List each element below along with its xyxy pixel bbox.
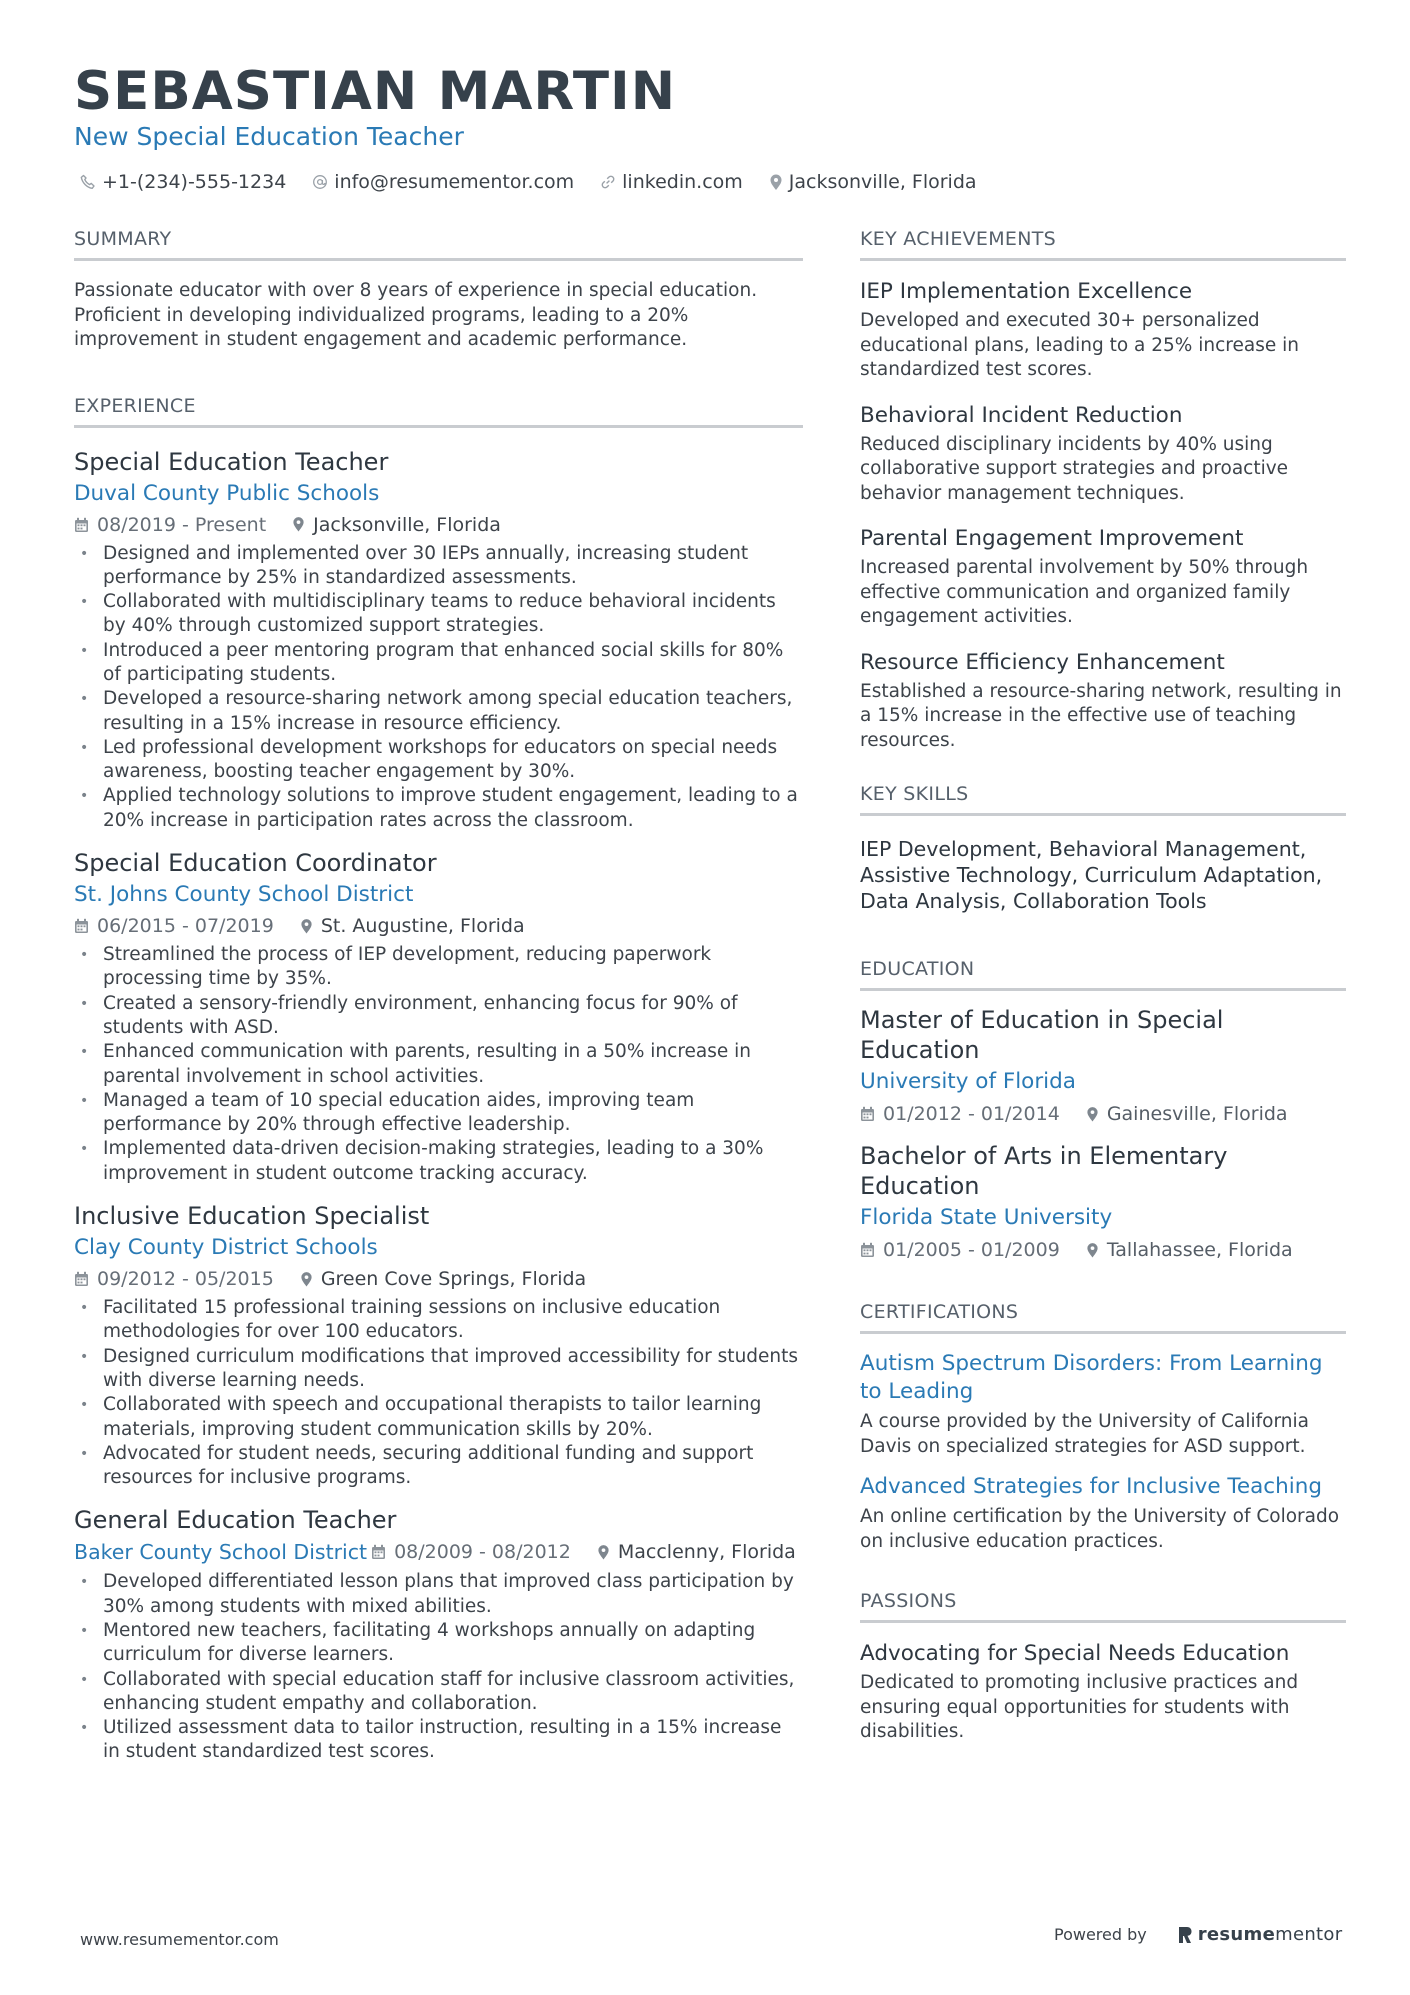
- bullet-item: • Streamlined the process of IEP development, reducing paperwork processing time by 35%.: [74, 943, 803, 992]
- bullet-item: • Developed a resource-sharing network among special education teachers, resulting in a 15% increase in resource efficiency.: [74, 687, 803, 736]
- calendar-icon: [74, 918, 89, 934]
- achievement-item: [860, 401, 1346, 507]
- job-company: St. Johns County School District: [74, 882, 414, 908]
- job-company: Baker County School District: [74, 1540, 368, 1565]
- education-item: [860, 1005, 1346, 1129]
- job-role: Inclusive Education Specialist: [74, 1202, 430, 1231]
- job-bullets: [74, 1296, 803, 1490]
- map-pin-icon: [292, 516, 305, 533]
- education-section: [860, 956, 1346, 1265]
- edu-dates: [860, 1099, 1060, 1129]
- brand-logo-icon: [1177, 1926, 1193, 1944]
- at-sign-icon: [312, 174, 328, 190]
- job-location-text: Macclenny, Florida: [617, 1541, 796, 1564]
- footer-website[interactable]: www.resumementor.com: [80, 1930, 279, 1949]
- education-heading: EDUCATION: [860, 956, 1346, 991]
- edu-school: Florida State University: [860, 1205, 1113, 1230]
- edu-school: University of Florida: [860, 1069, 1076, 1094]
- link-icon: [600, 174, 616, 190]
- edu-location-text: Tallahassee, Florida: [1106, 1239, 1293, 1261]
- job-company: Duval County Public Schools: [74, 480, 380, 506]
- powered-by-label: Powered by: [1054, 1925, 1147, 1944]
- experience-item: [74, 446, 803, 834]
- job-dates-text: 09/2012 - 05/2015: [97, 1268, 274, 1291]
- left-column: [74, 226, 803, 1779]
- job-role: General Education Teacher: [74, 1506, 397, 1535]
- achievement-desc: Established a resource-sharing network, resulting in a 15% increase in the effective use of teaching resources.: [860, 680, 1342, 751]
- job-location: [597, 1537, 796, 1567]
- job-location-text: St. Augustine, Florida: [320, 915, 525, 938]
- edu-degree: Bachelor of Arts in Elementary Education: [860, 1142, 1228, 1200]
- achievement-item: [860, 277, 1346, 383]
- candidate-name: SEBASTIAN MARTIN: [74, 61, 677, 122]
- achievement-desc: Increased parental involvement by 50% through effective communication and organized family engagement activities.: [860, 557, 1309, 627]
- skills-heading: KEY SKILLS: [860, 781, 1346, 816]
- bullet-item: • Led professional development workshops for educators on special needs awareness, boosting teacher engagement by 30%.: [74, 736, 803, 785]
- cert-desc: A course provided by the University of California Davis on specialized strategies for ASD support.: [860, 1411, 1309, 1457]
- job-company-row: [74, 1536, 803, 1568]
- edu-meta: [860, 1235, 1346, 1265]
- contact-location: [769, 171, 977, 193]
- calendar-icon: [860, 1242, 875, 1258]
- certifications-section: [860, 1299, 1346, 1554]
- achievement-item: [860, 648, 1346, 754]
- job-meta: [74, 510, 803, 540]
- edu-meta: [860, 1099, 1346, 1129]
- job-location-text: Green Cove Springs, Florida: [320, 1268, 587, 1291]
- job-dates-text: 08/2009 - 08/2012: [394, 1541, 571, 1564]
- email-text[interactable]: info@resumementor.com: [334, 171, 575, 193]
- experience-item: [74, 1200, 803, 1490]
- calendar-icon: [860, 1106, 875, 1122]
- bullet-item: • Collaborated with special education staff for inclusive classroom activities, enhancing student empathy and collaboration.: [74, 1668, 803, 1717]
- bullet-item: • Enhanced communication with parents, resulting in a 50% increase in parental involvement in school activities.: [74, 1040, 803, 1089]
- edu-location: [1086, 1235, 1293, 1265]
- passion-desc: Dedicated to promoting inclusive practices and ensuring equal opportunities for students with disabilities.: [860, 1672, 1299, 1742]
- job-meta: [371, 1537, 796, 1567]
- map-pin-icon: [1086, 1106, 1099, 1123]
- bullet-item: • Developed differentiated lesson plans that improved class participation by 30% among students with mixed abilities.: [74, 1570, 803, 1619]
- calendar-icon: [74, 517, 89, 533]
- edu-degree: Master of Education in Special Education: [860, 1006, 1224, 1064]
- certification-item: [860, 1350, 1346, 1459]
- job-bullets: [74, 943, 803, 1186]
- contact-bar: [80, 168, 1003, 196]
- certifications-heading: CERTIFICATIONS: [860, 1299, 1346, 1334]
- location-text: Jacksonville, Florida: [788, 171, 977, 193]
- achievement-title: Behavioral Incident Reduction: [860, 402, 1183, 428]
- contact-phone: [80, 171, 286, 193]
- bullet-item: • Introduced a peer mentoring program that enhanced social skills for 80% of participating students.: [74, 639, 803, 688]
- bullet-item: • Implemented data-driven decision-making strategies, leading to a 30% improvement in student outcome tracking accuracy.: [74, 1137, 803, 1186]
- job-dates-text: 08/2019 - Present: [97, 513, 267, 536]
- map-pin-icon: [300, 1271, 313, 1288]
- job-dates-text: 06/2015 - 07/2019: [97, 915, 274, 938]
- certification-item: [860, 1473, 1346, 1554]
- job-meta: [74, 911, 803, 941]
- cert-title: Autism Spectrum Disorders: From Learning to Leading: [860, 1351, 1323, 1404]
- passion-item: [860, 1639, 1346, 1745]
- bullet-item: • Utilized assessment data to tailor instruction, resulting in a 15% increase in student standardized test scores.: [74, 1716, 803, 1765]
- job-location: [292, 510, 501, 540]
- education-item: [860, 1141, 1346, 1265]
- edu-dates-text: 01/2012 - 01/2014: [883, 1103, 1060, 1125]
- cert-title: Advanced Strategies for Inclusive Teaching: [860, 1474, 1322, 1499]
- job-bullets: [74, 1570, 803, 1764]
- achievements-heading: KEY ACHIEVEMENTS: [860, 226, 1346, 261]
- brand-bold: resume: [1197, 1924, 1276, 1945]
- experience-section: [74, 393, 803, 1765]
- bullet-item: • Facilitated 15 professional training sessions on inclusive education methodologies for over 100 educators.: [74, 1296, 803, 1345]
- contact-linkedin[interactable]: [600, 171, 743, 193]
- edu-dates-text: 01/2005 - 01/2009: [883, 1239, 1060, 1261]
- job-role: Special Education Teacher: [74, 447, 389, 476]
- skills-section: [860, 781, 1346, 914]
- achievement-desc: Reduced disciplinary incidents by 40% using collaborative support strategies and proactive behavior management techniques.: [860, 433, 1289, 504]
- job-location-text: Jacksonville, Florida: [313, 513, 501, 536]
- summary-text: Passionate educator with over 8 years of experience in special education. Proficient in developing individualized programs, leading to a 20% improvement in student engagement and academic performance.: [74, 280, 758, 350]
- experience-item: [74, 847, 803, 1186]
- linkedin-text[interactable]: linkedin.com: [622, 171, 743, 193]
- achievement-title: Parental Engagement Improvement: [860, 526, 1244, 551]
- job-location: [300, 1264, 586, 1294]
- brand-logo[interactable]: [1177, 1924, 1343, 1945]
- map-pin-icon: [597, 1544, 610, 1561]
- experience-heading: EXPERIENCE: [74, 393, 803, 428]
- job-bullets: [74, 542, 803, 834]
- brand-rest: mentor: [1275, 1924, 1343, 1945]
- summary-heading: SUMMARY: [74, 226, 803, 261]
- bullet-item: • Created a sensory-friendly environment, enhancing focus for 90% of students with ASD.: [74, 992, 803, 1041]
- achievements-section: [860, 226, 1346, 753]
- bullet-item: • Applied technology solutions to improve student engagement, leading to a 20% increase in participation rates across the classroom.: [74, 784, 803, 833]
- skills-text: IEP Development, Behavioral Management, Assistive Technology, Curriculum Adaptation, Data Analysis, Collaboration Tools: [860, 837, 1323, 913]
- achievement-title: Resource Efficiency Enhancement: [860, 649, 1225, 675]
- job-dates: [371, 1537, 571, 1567]
- job-meta: [74, 1264, 803, 1294]
- edu-location: [1086, 1099, 1288, 1129]
- edu-location-text: Gainesville, Florida: [1106, 1103, 1288, 1125]
- summary-section: [74, 226, 803, 353]
- bullet-item: • Managed a team of 10 special education aides, improving team performance by 20% through effective leadership.: [74, 1089, 803, 1138]
- job-dates: [74, 1264, 274, 1294]
- bullet-item: • Collaborated with multidisciplinary teams to reduce behavioral incidents by 40% through customized support strategies.: [74, 590, 803, 639]
- achievement-title: IEP Implementation Excellence: [860, 279, 1193, 304]
- bullet-item: • Designed curriculum modifications that improved accessibility for students with diverse learning needs.: [74, 1345, 803, 1394]
- achievement-desc: Developed and executed 30+ personalized educational plans, leading to a 25% increase in standardized test scores.: [860, 310, 1299, 380]
- phone-text: +1-(234)-555-1234: [102, 171, 287, 193]
- job-location: [300, 911, 525, 941]
- map-pin-icon: [769, 174, 783, 191]
- experience-item: [74, 1504, 803, 1764]
- passion-title: Advocating for Special Needs Education: [860, 1641, 1290, 1666]
- edu-dates: [860, 1235, 1060, 1265]
- cert-desc: An online certification by the University of Colorado on inclusive education practices.: [860, 1506, 1340, 1552]
- job-company: Clay County District Schools: [74, 1235, 378, 1261]
- job-dates: [74, 510, 266, 540]
- right-column: [860, 226, 1346, 1763]
- bullet-item: • Designed and implemented over 30 IEPs annually, increasing student performance by 25% in standardized assessments.: [74, 542, 803, 591]
- job-role: Special Education Coordinator: [74, 849, 437, 878]
- job-dates: [74, 911, 274, 941]
- bullet-item: • Collaborated with speech and occupational therapists to tailor learning materials, improving student communication skills by 20%.: [74, 1393, 803, 1442]
- contact-email[interactable]: [312, 171, 574, 193]
- map-pin-icon: [1086, 1242, 1099, 1259]
- bullet-item: • Mentored new teachers, facilitating 4 workshops annually on adapting curriculum for diverse learners.: [74, 1619, 803, 1668]
- candidate-title: New Special Education Teacher: [74, 122, 464, 151]
- footer-branding: [1054, 1924, 1342, 1945]
- calendar-icon: [74, 1271, 89, 1287]
- phone-icon: [80, 174, 96, 190]
- achievement-item: [860, 524, 1346, 630]
- map-pin-icon: [300, 918, 313, 935]
- calendar-icon: [371, 1544, 386, 1560]
- passions-section: [860, 1588, 1346, 1745]
- bullet-item: • Advocated for student needs, securing additional funding and support resources for inclusive programs.: [74, 1442, 803, 1491]
- passions-heading: PASSIONS: [860, 1588, 1346, 1623]
